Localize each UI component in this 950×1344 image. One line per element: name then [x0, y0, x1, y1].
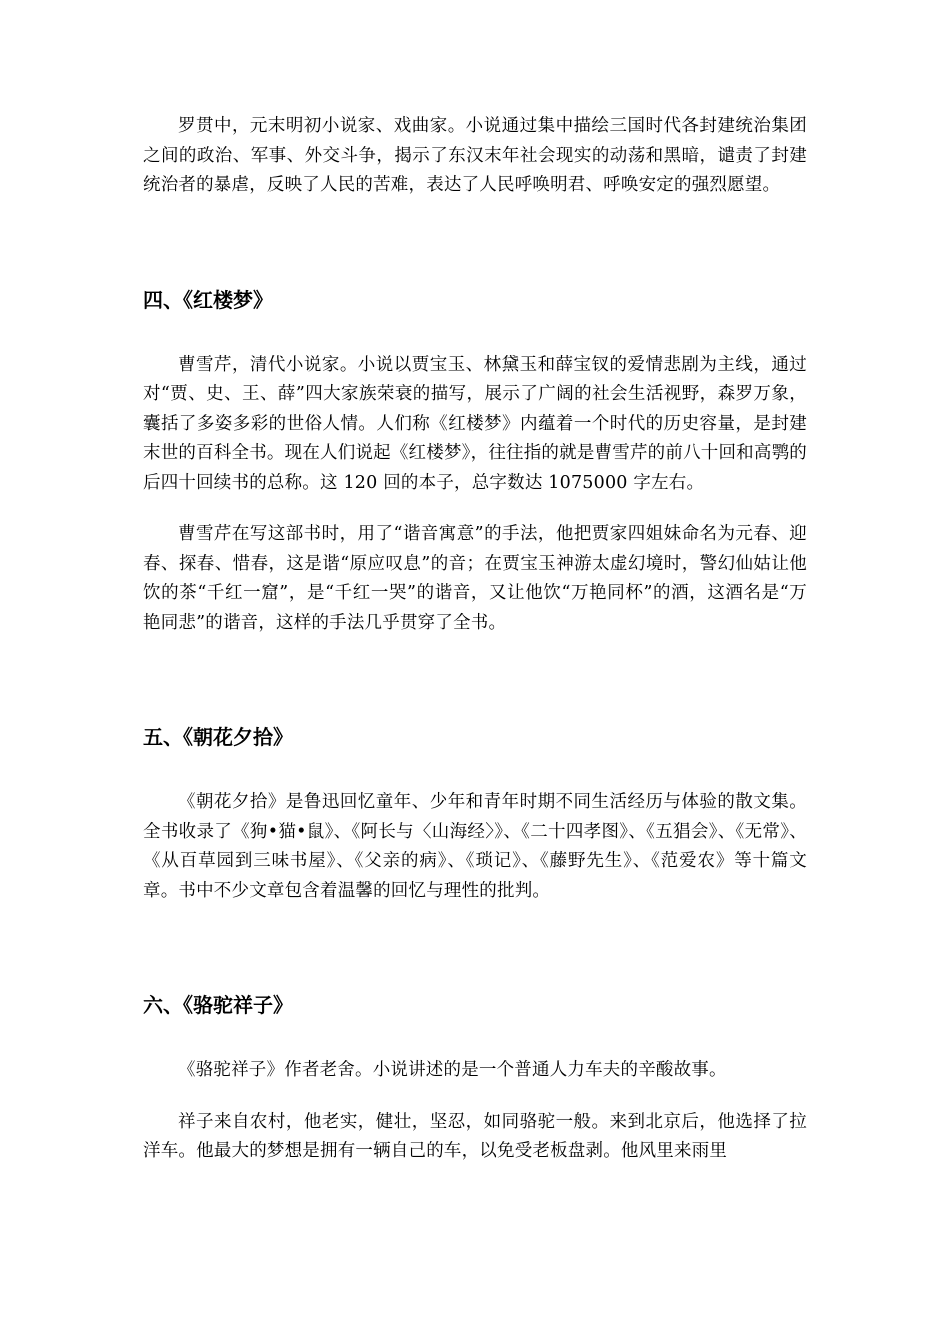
paragraph-s4-1: 曹雪芹，清代小说家。小说以贾宝玉、林黛玉和薛宝钗的爱情悲剧为主线，通过对“贾、史、王、薛”四大家族荣衰的描写，展示了广阔的社会生活视野，森罗万象，囊括了多姿多彩的世俗人情。人们称《红楼梦》内蕴着一个时代的历史容量，是封建末世的百科全书。现在人们说起《红楼梦》，往往指的就是曹雪芹的前八十回和高鹗的后四十回续书的总称。这 120 回的本子，总字数达 1075000 字左右。 [143, 354, 807, 493]
paragraph-intro: 罗贯中，元末明初小说家、戏曲家。小说通过集中描绘三国时代各封建统治集团之间的政治、军事、外交斗争，揭示了东汉末年社会现实的动荡和黑暗，谴责了封建统治者的暴虐，反映了人民的苦难，表达了人民呼唤明君、呼唤安定的强烈愿望。 [143, 116, 807, 195]
spacer [143, 638, 807, 723]
paragraph-s4-2: 曹雪芹在写这部书时，用了“谐音寓意”的手法，他把贾家四姐妹命名为元春、迎春、探春、惜春，这是谐“原应叹息”的音；在贾宝玉神游太虚幻境时，警幻仙姑让他饮的茶“千红一窟”，是“千红一哭”的谐音，又让他饮“万艳同杯”的酒，这酒名是“万艳同悲”的谐音，这样的手法几乎贯穿了全书。 [143, 524, 807, 633]
paragraph-s6-2: 祥子来自农村，他老实，健壮，坚忍，如同骆驼一般。来到北京后，他选择了拉洋车。他最大的梦想是拥有一辆自己的车，以免受老板盘剥。他风里来雨里 [143, 1111, 807, 1161]
paragraph-s5-1: 《朝花夕拾》是鲁迅回忆童年、少年和青年时期不同生活经历与体验的散文集。全书收录了《狗•猫•鼠》、《阿长与〈山海经〉》、《二十四孝图》、《五猖会》、《无常》、《从百草园到三味书屋》、《父亲的病》、《琐记》、《藤野先生》、《范爱农》等十篇文章。书中不少文章包含着温馨的回忆与理性的批判。 [143, 792, 807, 901]
spacer [143, 1086, 807, 1108]
section-heading-5: 五、《朝花夕拾》 [143, 725, 293, 749]
spacer [143, 498, 807, 520]
spacer [143, 906, 807, 991]
document-body [143, 112, 807, 1167]
spacer [143, 1019, 807, 1056]
spacer [143, 201, 807, 286]
spacer [143, 314, 807, 351]
section-heading-6: 六、《骆驼祥子》 [143, 993, 293, 1017]
paragraph-s6-1: 《骆驼祥子》作者老舍。小说讲述的是一个普通人力车夫的辛酸故事。 [178, 1060, 727, 1080]
section-heading-4: 四、《红楼梦》 [143, 287, 273, 312]
spacer [143, 751, 807, 788]
